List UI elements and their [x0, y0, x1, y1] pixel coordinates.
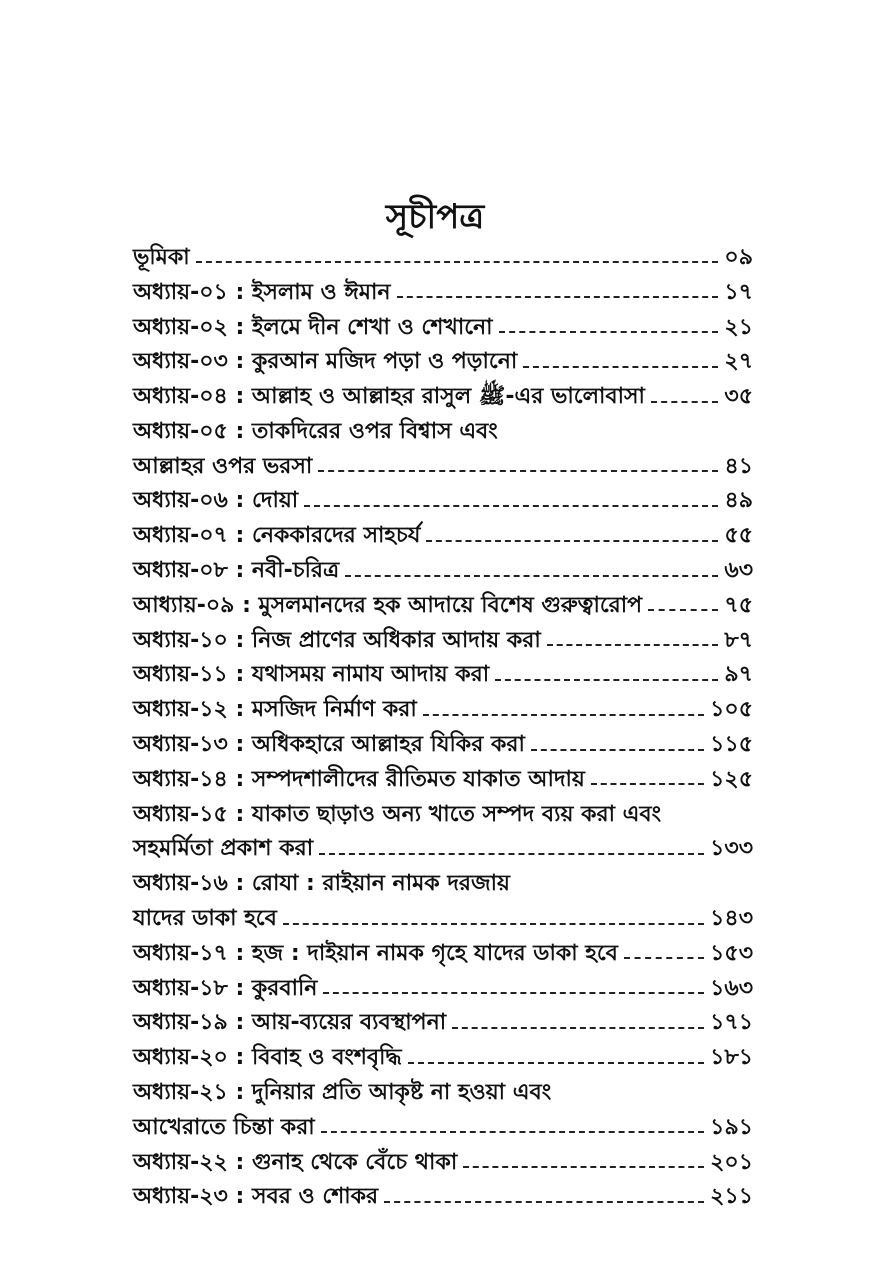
- toc-entry: [133, 345, 753, 380]
- toc-entry: [133, 972, 753, 1007]
- toc-entry: [133, 798, 753, 833]
- dot-leader: [591, 783, 704, 785]
- toc-entry-page-number: ৩৫: [724, 384, 753, 410]
- toc-entry-page-number: ৯৭: [724, 662, 753, 688]
- dot-leader: [384, 1201, 704, 1203]
- toc-entry-label: অধ্যায়-০১ : ইসলাম ও ঈমান: [133, 279, 391, 305]
- toc-entry: [133, 1146, 753, 1181]
- toc-entry: [133, 485, 753, 520]
- dot-leader: [423, 714, 704, 716]
- toc-entry-label: ভূমিকা: [133, 244, 190, 270]
- toc-entry: [133, 311, 753, 346]
- toc-entry: [133, 659, 753, 694]
- dot-leader: [196, 261, 719, 263]
- toc-entry-label: অধ্যায়-১০ : নিজ প্রাণের অধিকার আদায় করা: [133, 627, 541, 653]
- dot-leader: [523, 366, 718, 368]
- dot-leader: [319, 853, 704, 855]
- toc-entry-page-number: ২৭: [724, 349, 753, 375]
- toc-entry-label: আধ্যায়-০৯ : মুসলমানদের হক আদায়ে বিশেষ গুরুত্বারোপ: [133, 592, 643, 618]
- toc-entry: [133, 589, 753, 624]
- toc-entry-label: অধ্যায়-২২ : গুনাহ থেকে বেঁচে থাকা: [133, 1149, 458, 1175]
- dot-leader: [452, 1027, 704, 1029]
- table-of-contents: [133, 241, 753, 1215]
- toc-entry: [133, 1181, 753, 1216]
- dot-leader: [304, 505, 718, 507]
- toc-entry: [133, 380, 753, 415]
- toc-entry: [133, 519, 753, 554]
- toc-entry-page-number: ১৪৩: [710, 906, 753, 932]
- dot-leader: [651, 401, 719, 403]
- toc-entry-label: অধ্যায়-০৫ : তাকদিরের ওপর বিশ্বাস এবং: [133, 418, 498, 444]
- toc-entry: [133, 902, 753, 937]
- toc-entry-page-number: ১৭১: [710, 1010, 753, 1036]
- toc-entry-page-number: ১০৫: [710, 697, 753, 723]
- toc-entry: [133, 624, 753, 659]
- toc-entry-label: অধ্যায়-১৫ : যাকাত ছাড়াও অন্য খাতে সম্পদ ব্যয় করা এবং: [133, 801, 662, 827]
- dot-leader: [463, 1166, 704, 1168]
- toc-entry-page-number: ১১৫: [710, 732, 753, 758]
- toc-entry-page-number: ০৯: [724, 244, 753, 270]
- toc-entry-label: অধ্যায়-০২ : ইলমে দীন শেখা ও শেখানো: [133, 314, 493, 340]
- toc-entry-label: অধ্যায়-১২ : মসজিদ নির্মাণ করা: [133, 697, 417, 723]
- toc-entry-label: অধ্যায়-২৩ : সবর ও শোকর: [133, 1184, 379, 1210]
- toc-entry-label: অধ্যায়-১৮ : কুরবানি: [133, 975, 318, 1001]
- toc-entry-label: অধ্যায়-১৯ : আয়-ব্যয়ের ব্যবস্থাপনা: [133, 1010, 447, 1036]
- toc-entry-page-number: ১৭: [724, 279, 753, 305]
- dot-leader: [547, 644, 719, 646]
- toc-entry-page-number: ৭৫: [724, 592, 753, 618]
- toc-entry-label: অধ্যায়-১৬ : রোযা : রাইয়ান নামক দরজায়: [133, 871, 511, 897]
- toc-entry: [133, 937, 753, 972]
- toc-entry: [133, 241, 753, 276]
- dot-leader: [499, 331, 719, 333]
- toc-entry-page-number: ২১১: [710, 1184, 753, 1210]
- dot-leader: [531, 749, 704, 751]
- toc-entry-label: অধ্যায়-০৬ : দোয়া: [133, 488, 299, 514]
- toc-entry-page-number: ১৮১: [710, 1045, 753, 1071]
- toc-entry-label: যাদের ডাকা হবে: [133, 906, 277, 932]
- dot-leader: [408, 1062, 705, 1064]
- toc-entry-label: আল্লাহর ওপর ভরসা: [133, 453, 313, 479]
- toc-entry-page-number: ৫৫: [724, 523, 753, 549]
- toc-entry-label: অধ্যায়-১৪ : সম্পদশালীদের রীতিমত যাকাত আদায়: [133, 766, 585, 792]
- toc-entry: [133, 1076, 753, 1111]
- dot-leader: [624, 957, 704, 959]
- toc-entry-page-number: ৪৯: [724, 488, 753, 514]
- toc-entry-page-number: ২১: [724, 314, 753, 340]
- page-title: সূচীপত্র: [385, 197, 485, 237]
- toc-entry: [133, 833, 753, 868]
- toc-entry: [133, 728, 753, 763]
- dot-leader: [426, 540, 718, 542]
- dot-leader: [318, 470, 718, 472]
- toc-entry-page-number: ২০১: [710, 1149, 753, 1175]
- toc-entry-label: অধ্যায়-০৩ : কুরআন মজিদ পড়া ও পড়ানো: [133, 349, 518, 375]
- toc-entry-page-number: ১৩৩: [710, 836, 753, 862]
- dot-leader: [323, 992, 704, 994]
- toc-entry: [133, 1111, 753, 1146]
- toc-entry-page-number: ১৫৩: [710, 940, 753, 966]
- toc-entry: [133, 867, 753, 902]
- toc-entry: [133, 415, 753, 450]
- toc-entry: [133, 693, 753, 728]
- toc-entry-label: অধ্যায়-১৩ : অধিকহারে আল্লাহর যিকির করা: [133, 732, 525, 758]
- toc-entry-page-number: ১২৫: [710, 766, 753, 792]
- toc-entry-label: অধ্যায়-১১ : যথাসময় নামায আদায় করা: [133, 662, 490, 688]
- toc-entry: [133, 276, 753, 311]
- dot-leader: [345, 575, 718, 577]
- toc-entry-label: অধ্যায়-০৮ : নবী-চরিত্র: [133, 558, 340, 584]
- toc-entry-label: অধ্যায়-২০ : বিবাহ ও বংশবৃদ্ধি: [133, 1045, 402, 1071]
- toc-entry-label: সহমর্মিতা প্রকাশ করা: [133, 836, 314, 862]
- dot-leader: [321, 1131, 704, 1133]
- dot-leader: [495, 679, 718, 681]
- toc-entry: [133, 554, 753, 589]
- toc-entry-page-number: ৮৭: [724, 627, 753, 653]
- dot-leader: [397, 296, 719, 298]
- toc-entry-page-number: ৬৩: [724, 558, 753, 584]
- dot-leader: [283, 923, 704, 925]
- toc-entry: [133, 1041, 753, 1076]
- dot-leader: [648, 609, 718, 611]
- toc-entry-page-number: ৪১: [724, 453, 753, 479]
- toc-entry: [133, 1007, 753, 1042]
- toc-entry-label: আখেরাতে চিন্তা করা: [133, 1114, 315, 1140]
- toc-entry-label: অধ্যায়-০৪ : আল্লাহ ও আল্লাহর রাসুল ﷺ-এর ভালোবাসা: [133, 384, 645, 410]
- toc-entry-page-number: ১৬৩: [710, 975, 753, 1001]
- toc-entry-page-number: ১৯১: [710, 1114, 753, 1140]
- toc-entry: [133, 763, 753, 798]
- toc-entry-label: অধ্যায়-২১ : দুনিয়ার প্রতি আকৃষ্ট না হওয়া এবং: [133, 1080, 552, 1106]
- toc-entry-label: অধ্যায়-১৭ : হজ : দাইয়ান নামক গৃহে যাদের ডাকা হবে: [133, 940, 618, 966]
- toc-entry: [133, 450, 753, 485]
- toc-entry-label: অধ্যায়-০৭ : নেককারদের সাহচর্য: [133, 523, 421, 549]
